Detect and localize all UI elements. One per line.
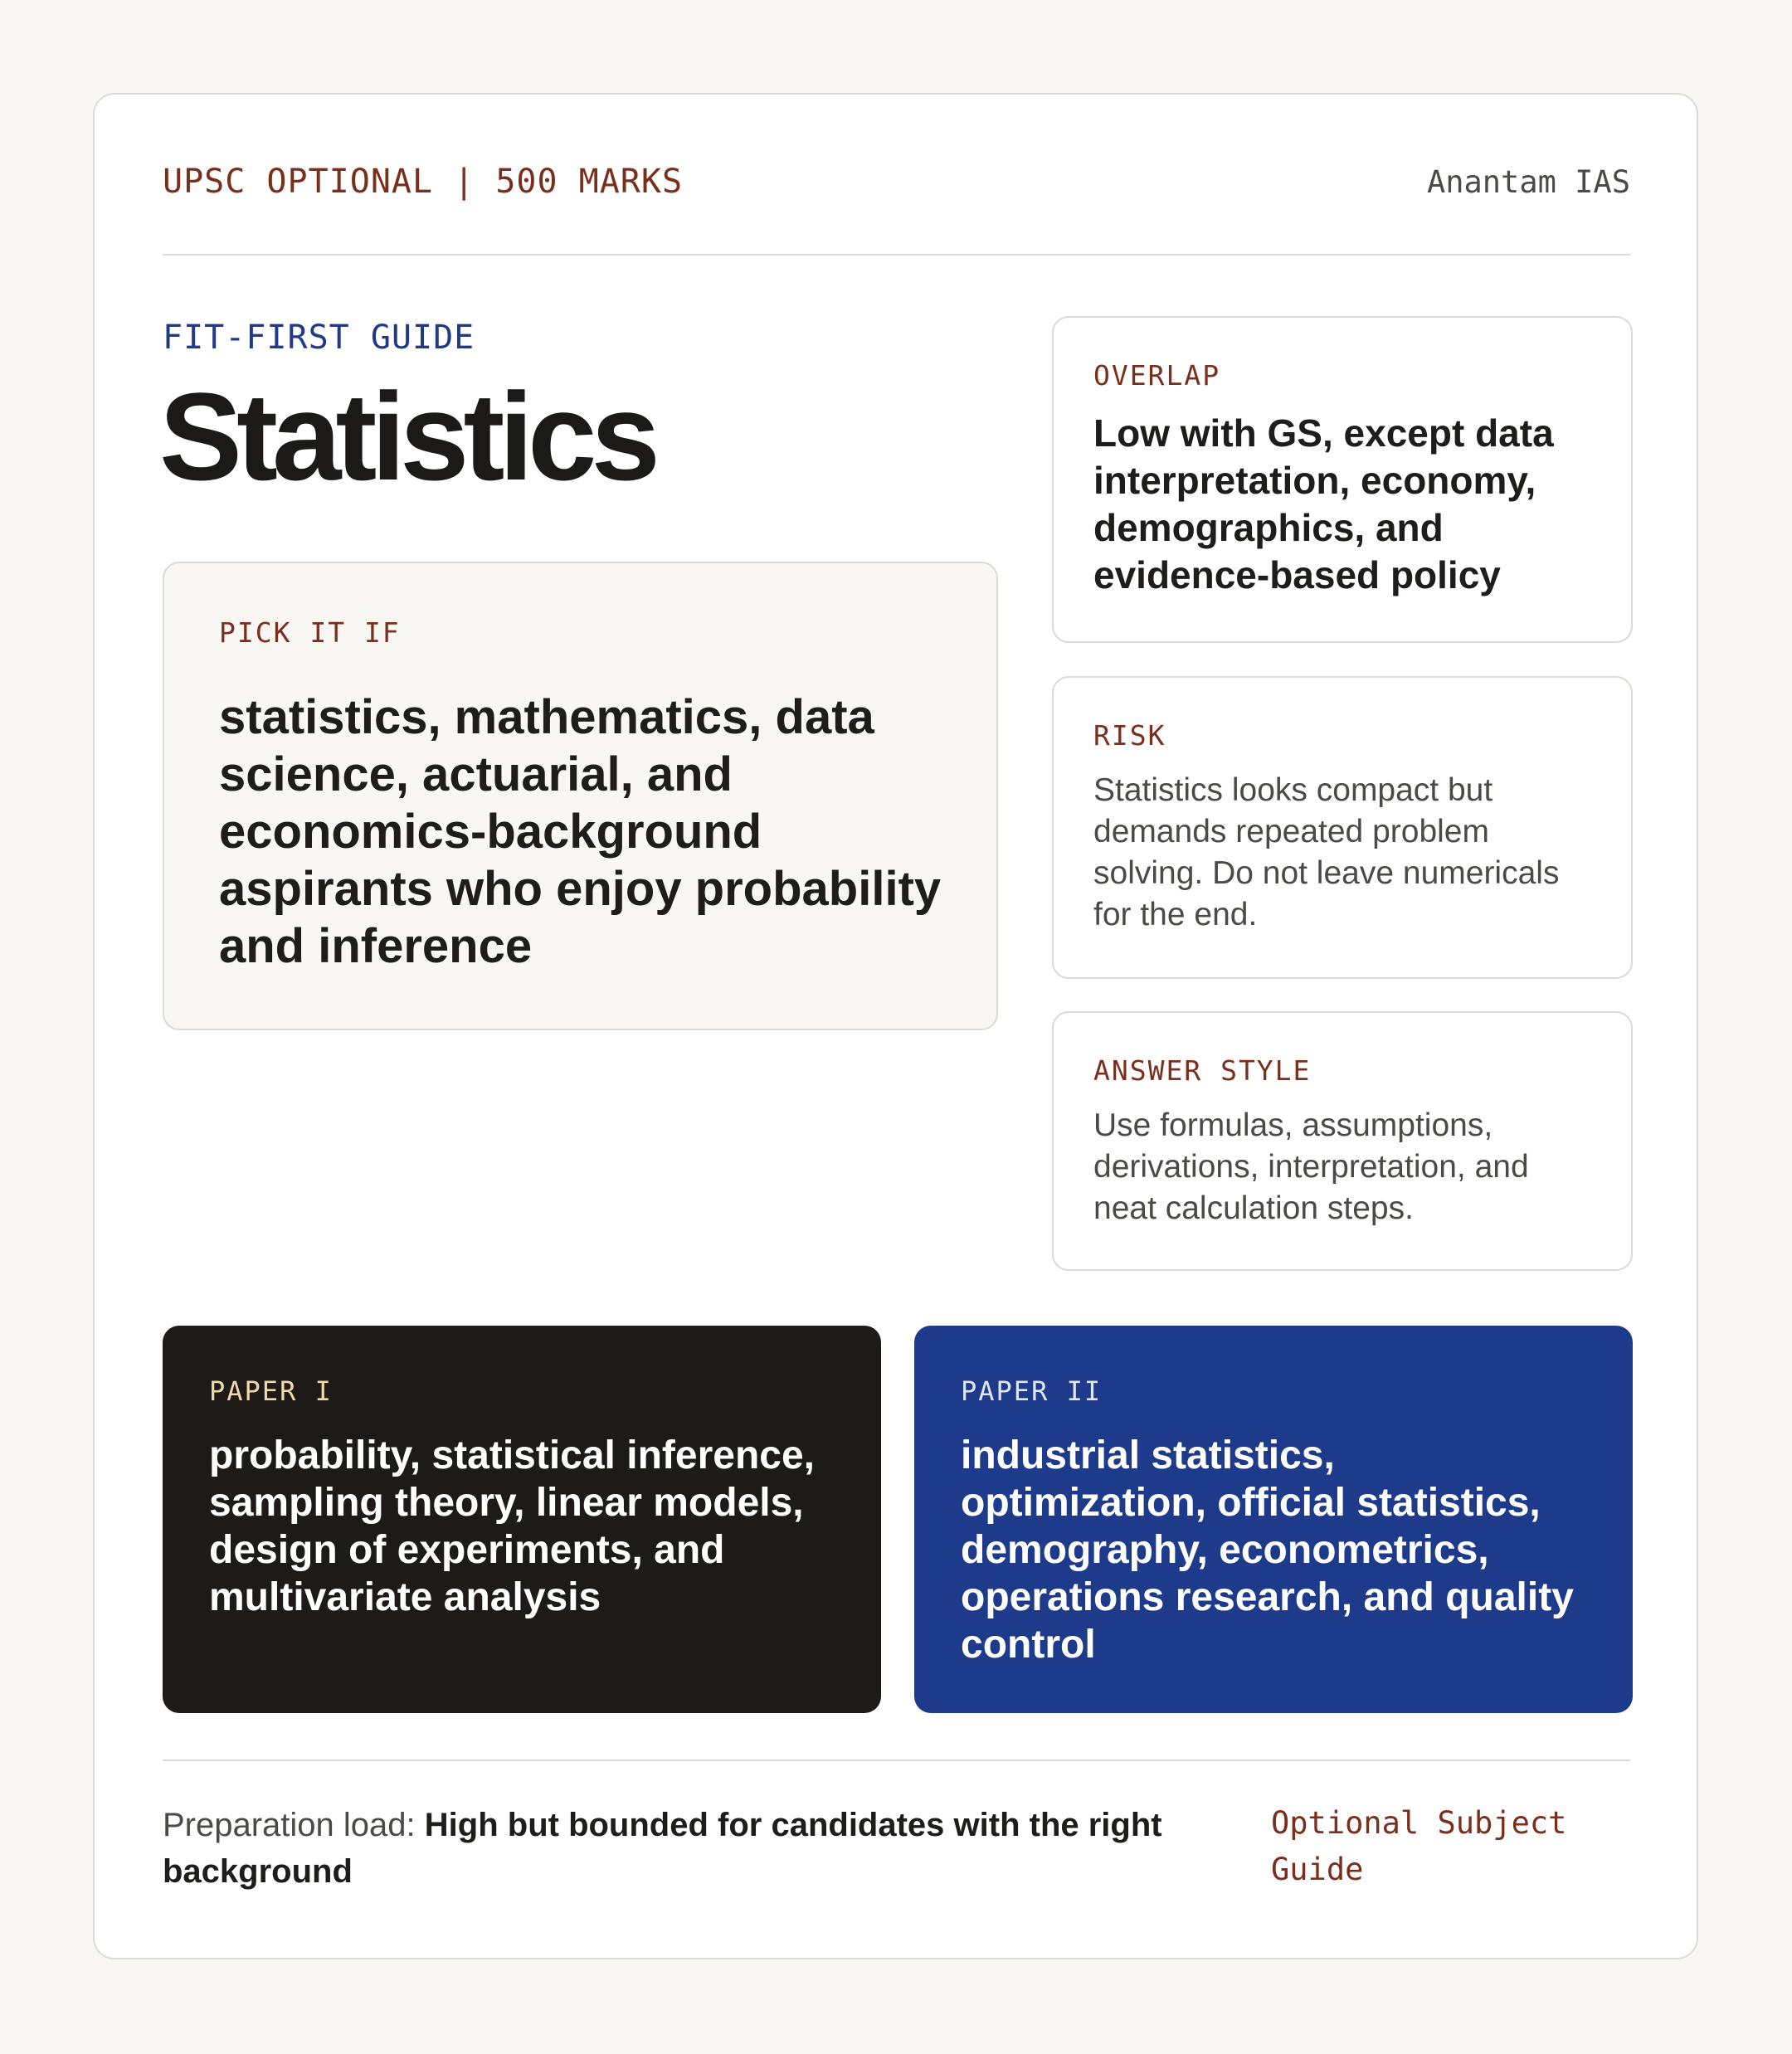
- overlap-label: OVERLAP: [1093, 359, 1221, 392]
- footer-divider: [163, 1760, 1630, 1761]
- risk-text: Statistics looks compact but demands repeated problem solving. Do not leave numericals for the end.: [1093, 772, 1560, 932]
- overlap-text: Low with GS, except data interpretation, economy, demographics, and evidence-based policy: [1093, 411, 1554, 596]
- guide-card: [93, 93, 1698, 1959]
- guide-eyebrow: FIT-FIRST GUIDE: [163, 319, 475, 357]
- paper-2-panel: [914, 1326, 1633, 1713]
- page-title: Statistics: [159, 367, 655, 506]
- pick-it-if-panel: [163, 562, 998, 1030]
- risk-label: RISK: [1093, 719, 1166, 752]
- risk-panel: [1052, 676, 1633, 979]
- preparation-load-value: High but bounded for candidates with the right background: [163, 1807, 1162, 1890]
- header-divider: [163, 254, 1630, 256]
- overlap-panel: [1052, 316, 1633, 643]
- paper-1-text: probability, statistical inference, sampling theory, linear models, design of experiments, and multivariate analysis: [209, 1433, 815, 1619]
- brand-name: Anantam IAS: [1426, 164, 1630, 200]
- paper-2-label: PAPER II: [961, 1375, 1103, 1407]
- paper-1-label: PAPER I: [209, 1375, 333, 1407]
- answer-style-label: ANSWER STYLE: [1093, 1054, 1312, 1087]
- pick-it-if-text: statistics, mathematics, data science, actuarial, and economics-background aspirants who enjoy probability and inference: [219, 690, 942, 973]
- answer-style-panel: [1052, 1011, 1633, 1271]
- preparation-load: [163, 1802, 1258, 1895]
- pick-it-if-label: PICK IT IF: [219, 616, 401, 649]
- preparation-load-label: Preparation load:: [163, 1807, 416, 1843]
- footer-guide-label: Optional Subject Guide: [1271, 1805, 1567, 1887]
- header-tagline: UPSC OPTIONAL | 500 MARKS: [163, 163, 684, 201]
- answer-style-text: Use formulas, assumptions, derivations, interpretation, and neat calculation steps.: [1093, 1107, 1529, 1226]
- paper-1-panel: [163, 1326, 881, 1713]
- paper-2-text: industrial statistics, optimization, official statistics, demography, econometrics, operations research, and quality control: [961, 1433, 1574, 1667]
